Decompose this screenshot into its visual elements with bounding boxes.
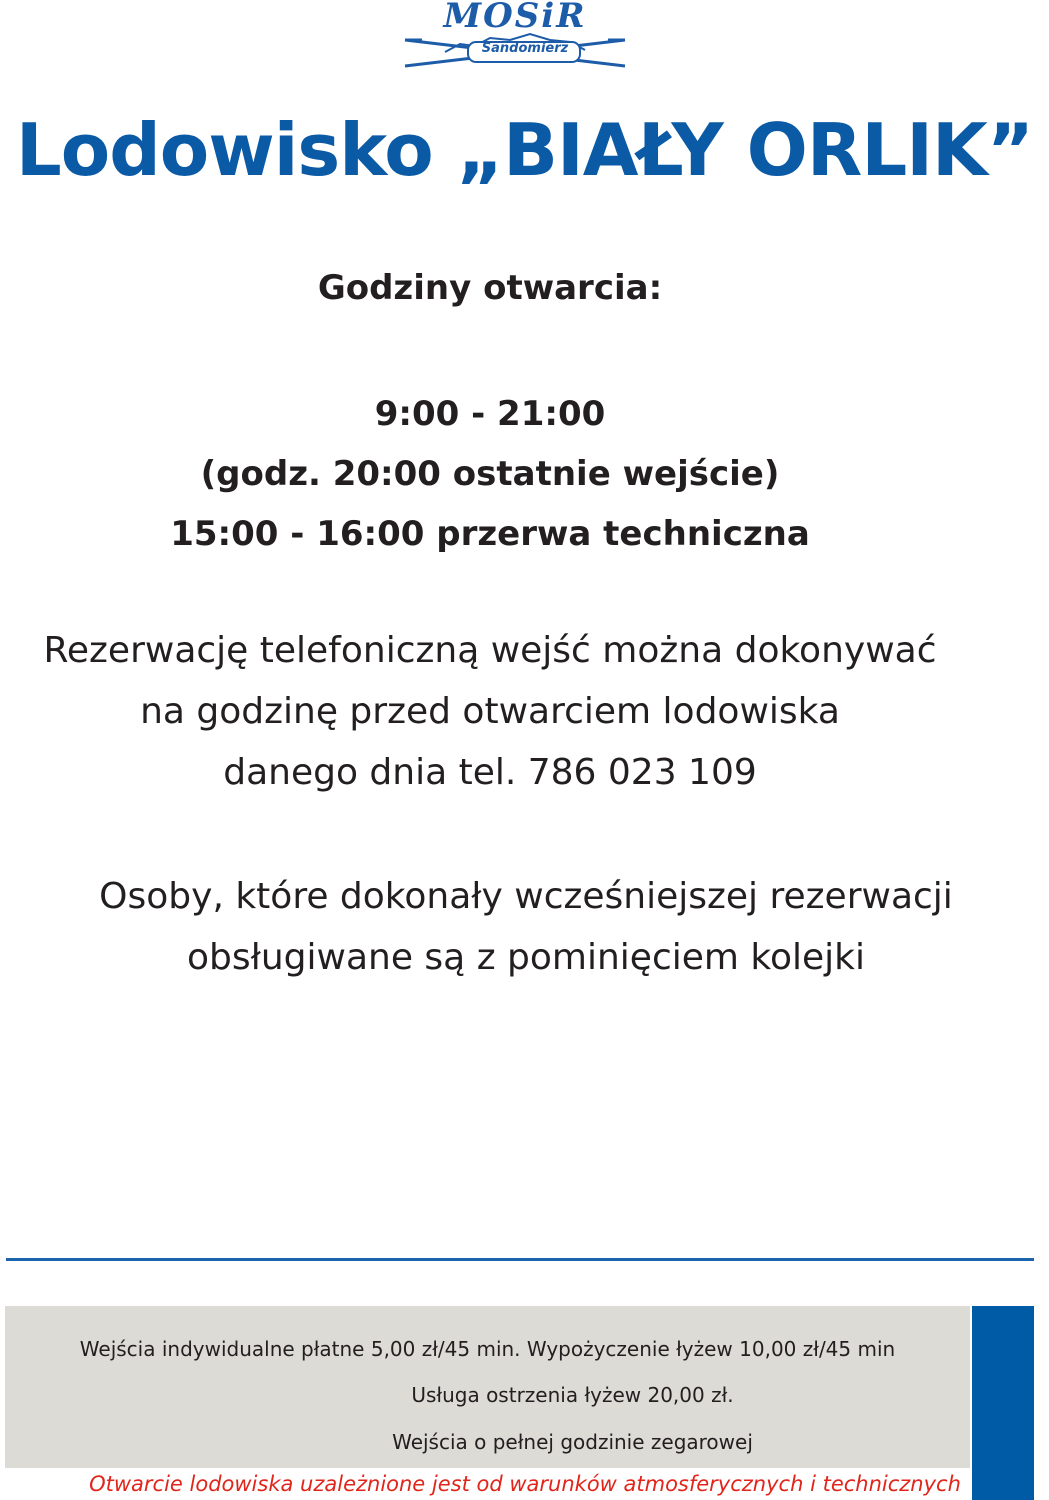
reservation-line: na godzinę przed otwarciem lodowiska <box>140 691 840 732</box>
page-title: Lodowisko „BIAŁY ORLIK” <box>15 108 1034 192</box>
divider-line <box>6 1258 1034 1261</box>
pricing-line-sharpening: Usługa ostrzenia łyżew 20,00 zł. <box>411 1383 734 1407</box>
priority-line: Osoby, które dokonały wcześniejszej rezerwacji <box>99 876 953 917</box>
priority-line: obsługiwane są z pominięciem kolejki <box>186 937 865 978</box>
priority-info <box>50 866 1002 988</box>
weather-notice: Otwarcie lodowiska uzależnione jest od warunków atmosferycznych i technicznych <box>89 1472 961 1496</box>
logo-subtitle: Sandomierz <box>481 41 569 56</box>
hours-line: (godz. 20:00 ostatnie wejście) <box>200 454 780 494</box>
reservation-line: Rezerwację telefoniczną wejść można dokonywać <box>43 630 937 671</box>
opening-hours <box>0 384 980 564</box>
pricing-line-entry-times: Wejścia o pełnej godzinie zegarowej <box>392 1430 753 1454</box>
hours-heading: Godziny otwarcia: <box>317 268 663 308</box>
logo-name: MOSiR <box>443 0 587 36</box>
mosir-logo <box>400 0 630 72</box>
reservation-info <box>0 620 980 803</box>
hours-line: 15:00 - 16:00 przerwa techniczna <box>170 514 810 554</box>
hours-line: 9:00 - 21:00 <box>374 394 606 434</box>
reservation-line: danego dnia tel. 786 023 109 <box>223 752 757 793</box>
pricing-line-entry: Wejścia indywidualne płatne 5,00 zł/45 min. Wypożyczenie łyżew 10,00 zł/45 min <box>79 1337 896 1361</box>
